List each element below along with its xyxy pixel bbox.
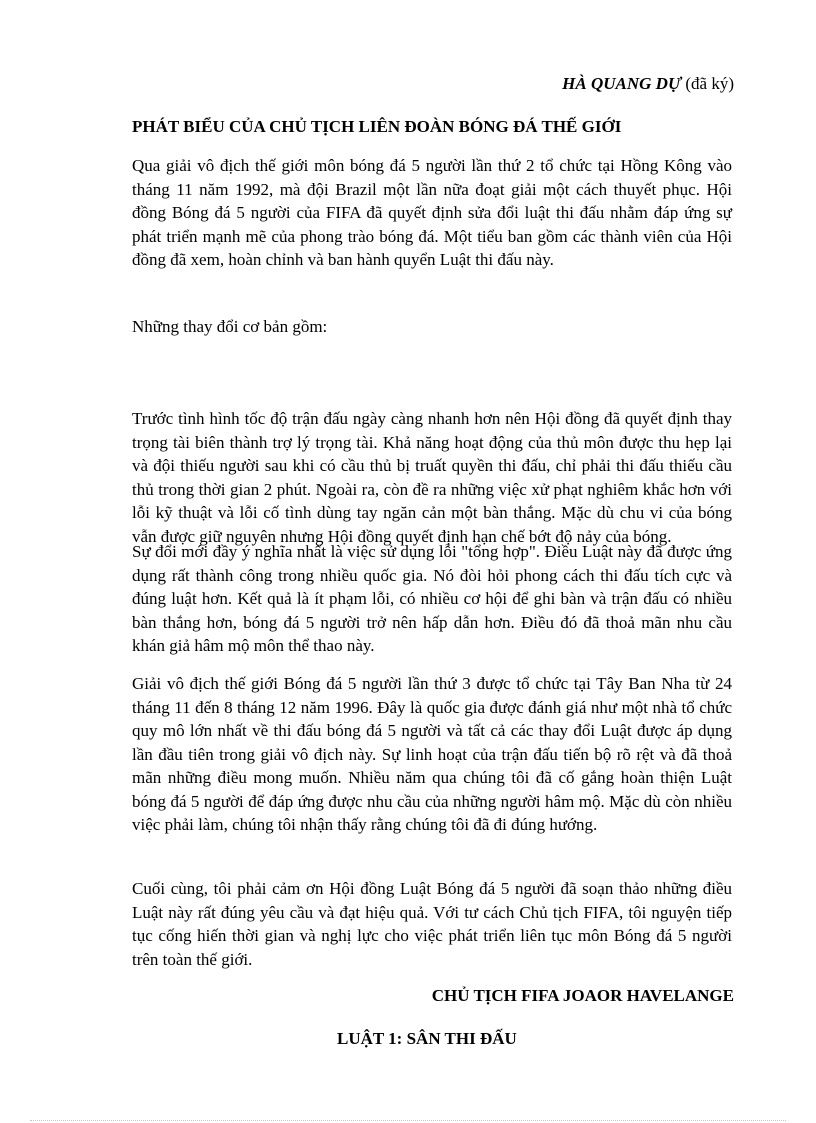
paragraph-intro: Qua giải vô địch thế giới môn bóng đá 5 người lần thứ 2 tổ chức tại Hồng Kông vào tháng 11 năm 1992, mà đội Brazil một lần nữa đoạt giải một cách thuyết phục. Hội đồng Bóng đá 5 người của FIFA đã quyết định sửa đổi luật thi đấu nhằm đáp ứng sự phát triển mạnh mẽ của phong trào bóng đá. Một tiểu ban gồm các thành viên của Hội đồng đã xem, hoàn chỉnh và ban hành quyển Luật thi đấu này. — [132, 156, 732, 269]
signer-name: HÀ QUANG DỰ — [562, 74, 682, 93]
paragraph-third-championship: Giải vô địch thế giới Bóng đá 5 người lần thứ 3 được tổ chức tại Tây Ban Nha từ 24 tháng 11 đến 8 tháng 12 năm 1996. Đây là quốc gia được đánh giá như một nhà tổ chức quy mô lớn nhất về thi đấu bóng đá 5 người và tất cả các thay đổi Luật được áp dụng lần đầu tiên trong giải vô địch này. Sự linh hoạt của trận đấu tiến bộ rõ rệt và đã thoả mãn những điều mong muốn. Nhiều năm qua chúng tôi đã cố gắng hoàn thiện Luật bóng đá 5 người để đáp ứng được nhu cầu của những người hâm mộ. Mặc dù còn nhiều việc phải làm, chúng tôi nhận thấy rằng chúng tôi đã đi đúng hướng. — [132, 674, 732, 834]
paragraph-changes: Trước tình hình tốc độ trận đấu ngày càng nhanh hơn nên Hội đồng đã quyết định thay trọng tài biên thành trợ lý trọng tài. Khả năng hoạt động của thủ môn được thu hẹp lại và đội thiếu người sau khi có cầu thủ bị truất quyền thi đấu, chỉ phải thi đấu thiếu cầu thủ trong thời gian 2 phút. Ngoài ra, còn đề ra những việc xử phạt nghiêm khắc hơn với lỗi kỹ thuật và lỗi cố tình dùng tay ngăn cản một bàn thắng. Mặc dù chu vi của bóng vẫn được giữ nguyên nhưng Hội đồng quyết định hạn chế bớt độ nảy của bóng. — [132, 409, 732, 546]
paragraph-closing-thanks: Cuối cùng, tôi phải cảm ơn Hội đồng Luật Bóng đá 5 người đã soạn thảo những điều Luật này rất đúng yêu cầu và đạt hiệu quả. Với tư cách Chủ tịch FIFA, tôi nguyện tiếp tục cống hiến thời gian và nghị lực cho việc phát triển liên tục môn Bóng đá 5 người trên toàn thế giới. — [132, 879, 732, 969]
paragraph-cumulative-fouls: Sự đổi mới đầy ý nghĩa nhất là việc sử dụng lỗi "tổng hợp". Điều Luật này đã được ứng dụng rất thành công trong nhiều quốc gia. Nó đòi hỏi phong cách thi đấu tích cực và đúng luật hơn. Kết quả là ít phạm lỗi, có nhiều cơ hội để ghi bàn và trận đấu có nhiều bàn thắng hơn, bóng đá 5 người trở nên hấp dẫn hơn. Điều đó đã thoả mãn nhu cầu khán giả hâm mộ môn thể thao này. — [132, 542, 732, 655]
page-bottom-divider — [30, 1120, 786, 1121]
signature-line — [562, 74, 734, 94]
law-title: LUẬT 1: SÂN THI ĐẤU — [337, 1029, 517, 1048]
section-heading: PHÁT BIỂU CỦA CHỦ TỊCH LIÊN ĐOÀN BÓNG ĐÁ THẾ GIỚI — [132, 117, 622, 136]
signed-note: (đã ký) — [685, 74, 734, 93]
president-signature: CHỦ TỊCH FIFA JOAOR HAVELANGE — [431, 986, 734, 1005]
paragraph-changes-lead: Những thay đổi cơ bản gồm: — [132, 317, 328, 336]
